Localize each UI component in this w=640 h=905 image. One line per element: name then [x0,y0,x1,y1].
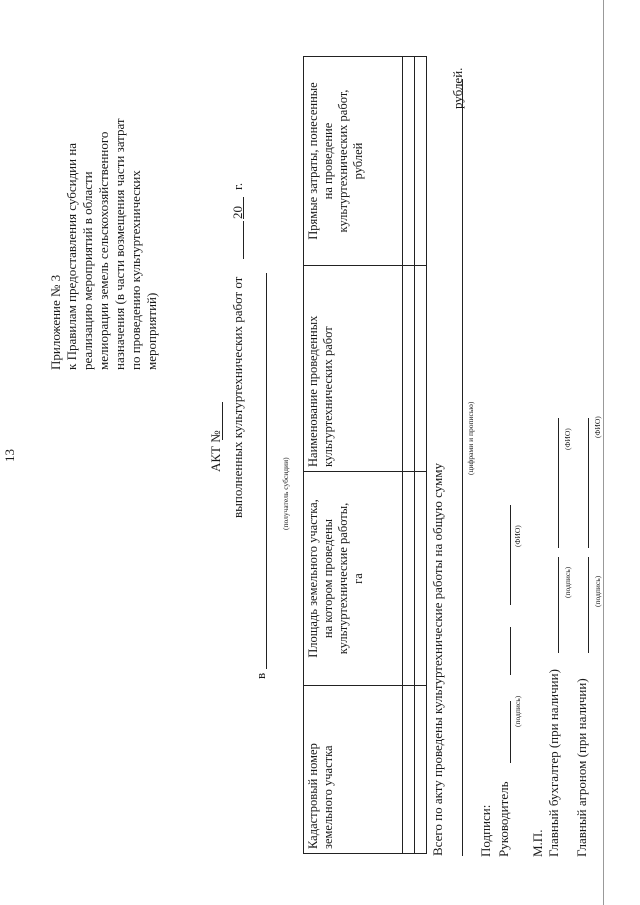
head-sign-line[interactable] [510,701,511,763]
total-label: Всего по акту проведены культуртехнические работы на общую сумму [430,463,445,856]
head-fio-line-2[interactable] [510,505,511,605]
table-cell[interactable] [415,472,427,686]
total-hint: (цифрами и прописью) [466,401,475,475]
act-subtitle: выполненных культуртехнических работ от [230,276,245,518]
table-row [415,57,427,854]
appendix-line: по проведению культуртехнических [128,170,143,370]
table-cell[interactable] [403,57,415,266]
appendix-line: к Правилам предоставления субсидии на [64,142,79,370]
table-cell[interactable] [415,57,427,266]
works-table [303,56,427,854]
accountant-sign-line[interactable] [558,557,559,653]
head-sign-hint: (подпись) [513,695,522,727]
year-prefix: 20 [230,206,245,219]
agronomist-sign-hint: (подпись) [593,575,602,607]
table-cell[interactable] [403,686,415,854]
date-line [243,221,244,259]
header-work-name: Наименование проведенных культуртехнических работ [304,266,403,472]
table-cell[interactable] [415,686,427,854]
signature-agronomist-label: Главный агроном (при наличии) [574,678,589,857]
table-cell[interactable] [403,472,415,686]
appendix-line: реализацию мероприятий в области [80,171,95,370]
signatures-title: Подписи: [478,804,493,857]
accountant-fio-hint: (ФИО) [563,428,572,450]
signature-head-label: Руководитель [496,781,511,857]
table-cell[interactable] [415,266,427,472]
header-area: Площадь земельного участка, на котором проведены культуртехнические работы, га [304,472,403,686]
table-header-row [304,57,403,854]
header-costs: Прямые затраты, понесенные на проведение культуртехнических работ, рублей [304,57,403,266]
head-fio-hint: (ФИО) [513,525,522,547]
appendix-line: назначения (в части возмещения части затрат [112,118,127,370]
agronomist-fio-hint: (ФИО) [593,416,602,438]
appendix-block [48,118,160,370]
total-line [462,79,463,856]
appendix-line: мероприятий) [144,292,159,370]
page-edge-line [603,0,604,905]
year-line [243,197,244,219]
appendix-line: Приложение № 3 [48,274,63,370]
accountant-fio-line[interactable] [558,418,559,548]
agronomist-fio-line[interactable] [588,418,589,548]
appendix-line: мелиорации земель сельскохозяйственного [96,131,111,370]
accountant-sign-hint: (подпись) [563,566,572,598]
header-cadastral: Кадастровый номер земельного участка [304,686,403,854]
recipient-hint: (получатель субсидии) [281,457,290,530]
page-number: 13 [2,449,17,462]
agronomist-sign-line[interactable] [588,557,589,653]
total-currency: рублей. [450,67,465,109]
signature-accountant-label: Главный бухгалтер (при наличии) [546,669,561,857]
table-cell[interactable] [403,266,415,472]
seal-label: М.П. [530,829,545,857]
recipient-line [266,273,267,669]
head-fio-line[interactable] [510,627,511,675]
act-title: АКТ № [208,430,223,472]
act-number-line [222,402,223,440]
year-suffix: г. [230,182,245,190]
recipient-prefix: в [253,672,268,679]
table-row [403,57,415,854]
